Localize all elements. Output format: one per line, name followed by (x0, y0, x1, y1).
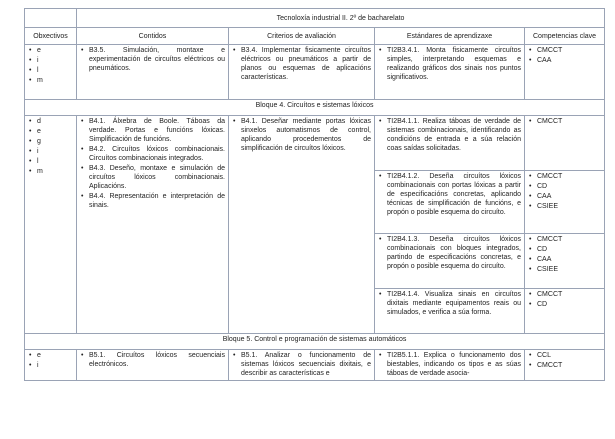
competence-item: • CMCCT (537, 235, 601, 244)
block-4-heading: Bloque 4. Circuítos e sistemas lóxicos (25, 100, 605, 116)
contido-item: • B3.5. Simulación, montaxe e experimentación de circuítos eléctricos ou pneumáticos. (89, 46, 225, 73)
table-row (25, 45, 605, 100)
competence-item: • CCL (537, 351, 601, 360)
competence-item: • CMCCT (537, 46, 601, 55)
header-contidos: Contidos (77, 28, 229, 45)
objective-item: • d (37, 117, 73, 126)
standard-item: • TI2B4.1.1. Realiza táboas de verdade de sistemas combinacionais, identificando as condicións de entrada e a súa relación coas saídas solicitadas. (387, 117, 521, 153)
objective-item: • e (37, 46, 73, 55)
competence-item: • CD (537, 300, 601, 309)
competence-item: • CAA (537, 56, 601, 65)
objective-item: • m (37, 76, 73, 85)
contido-item: • B4.3. Deseño, montaxe e simulación de circuítos lóxicos combinacionais. Aplicacións. (89, 164, 225, 191)
competence-item: • CAA (537, 192, 601, 201)
competence-item: • CMCCT (537, 290, 601, 299)
criterio-item: • B5.1. Analizar o funcionamento de sistemas lóxicos secuenciais dixitais, e describir as características e (241, 351, 371, 378)
competence-item: • CD (537, 182, 601, 191)
objective-item: • i (37, 361, 73, 370)
objectives-list (28, 351, 73, 370)
objectives-list (28, 117, 73, 176)
objective-item: • e (37, 127, 73, 136)
criterio-item: • B3.4. Implementar fisicamente circuítos eléctricos ou pneumáticos a partir de planos ou esquemas de aplicacións características. (241, 46, 371, 82)
competence-item: • CSIEE (537, 265, 601, 274)
competence-item: • CMCCT (537, 117, 601, 126)
header-competencias: Competencias clave (525, 28, 605, 45)
objectives-list (28, 46, 73, 85)
objective-item: • l (37, 66, 73, 75)
header-estandares: Estándares de aprendizaxe (375, 28, 525, 45)
competence-item: • CAA (537, 255, 601, 264)
objective-item: • l (37, 157, 73, 166)
standard-item: • TI2B5.1.1. Explica o funcionamento dos biestables, indicando os tipos e as súas táboas de verdade asocia- (387, 351, 521, 378)
competence-item: • CMCCT (537, 172, 601, 181)
block-5-heading: Bloque 5. Control e programación de sistemas automáticos (25, 334, 605, 350)
contido-item: • B4.2. Circuítos lóxicos combinacionais. Circuítos combinacionais integrados. (89, 145, 225, 163)
objective-item: • e (37, 351, 73, 360)
header-obxectivos: Obxectivos (25, 28, 77, 45)
standard-item: • TI2B3.4.1. Monta fisicamente circuítos simples, interpretando esquemas e realizando gráficos dos sinais nos puntos significativos. (387, 46, 521, 82)
objective-item: • m (37, 167, 73, 176)
contido-item: • B4.1. Álxebra de Boole. Táboas da verdade. Portas e funcións lóxicas. Simplificación de funcións. (89, 117, 225, 144)
header-criterios: Criterios de avaliación (229, 28, 375, 45)
competence-item: • CSIEE (537, 202, 601, 211)
standard-item: • TI2B4.1.3. Deseña circuítos lóxicos combinacionais con bloques integrados, partindo de especificacións concretas, e propón o posible esquema do circuíto. (387, 235, 521, 271)
curriculum-table (24, 8, 605, 381)
standard-item: • TI2B4.1.2. Deseña circuítos lóxicos combinacionais con portas lóxicas a partir de especificacións concretas, aplicando técnicas de simplificación de funcións, e propón o posible esquema do circuíto. (387, 172, 521, 217)
table-row (25, 116, 605, 171)
criterio-item: • B4.1. Deseñar mediante portas lóxicas sinxelos automatismos de control, aplicando procedementos de simplificación de circuítos lóxicos. (241, 117, 371, 153)
competence-item: • CMCCT (537, 361, 601, 370)
objective-item: • g (37, 137, 73, 146)
contido-item: • B5.1. Circuítos lóxicos secuenciais electrónicos. (89, 351, 225, 369)
table-row (25, 350, 605, 381)
objective-item: • i (37, 56, 73, 65)
contido-item: • B4.4. Representación e interpretación de sinais. (89, 192, 225, 210)
competence-item: • CD (537, 245, 601, 254)
standard-item: • TI2B4.1.4. Visualiza sinais en circuítos dixitais mediante equipamentos reais ou simulados, e verifica a súa forma. (387, 290, 521, 317)
objective-item: • i (37, 147, 73, 156)
table-title: Tecnoloxía industrial II. 2º de bacharelato (77, 9, 605, 28)
